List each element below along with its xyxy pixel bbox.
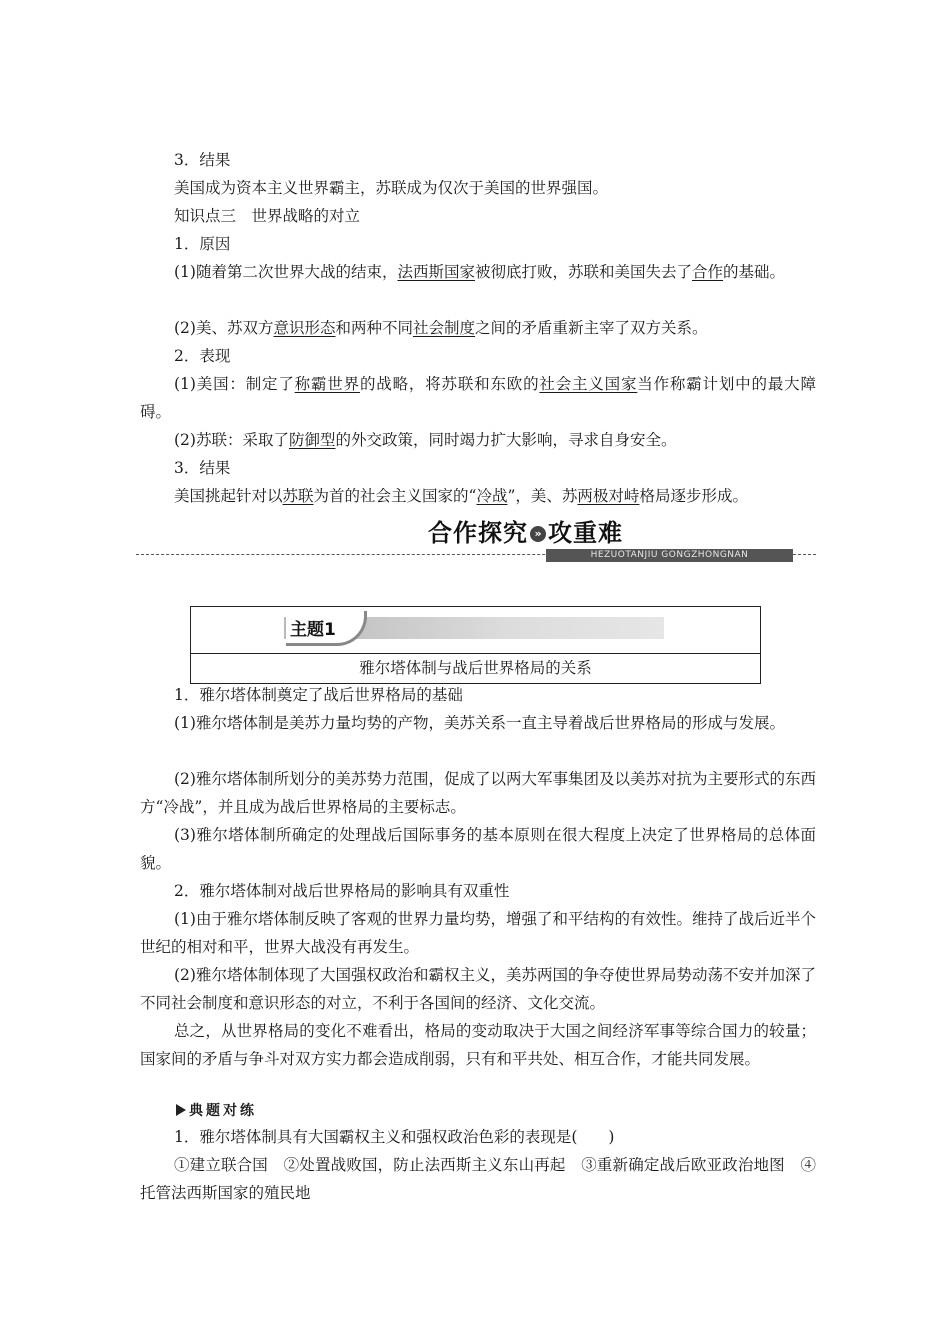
- topic-box: [190, 606, 761, 684]
- fill-answer: 社会制度: [413, 319, 476, 337]
- fill-answer: 苏联: [282, 487, 314, 505]
- result-heading-2: 3．结果: [174, 459, 231, 477]
- fill-answer: 法西斯国家: [397, 263, 475, 281]
- fill-answer: 意识形态: [273, 319, 336, 337]
- topic-caption: 雅尔塔体制与战后世界格局的关系: [359, 659, 592, 677]
- topic-tab: [286, 611, 367, 646]
- manifestation-heading: 2．表现: [174, 347, 231, 365]
- result-text: 美国成为资本主义世界霸主，苏联成为仅次于美国的世界强国。: [174, 179, 609, 197]
- practice-label: 典题对练: [176, 1101, 257, 1121]
- fill-answer: 社会主义国家: [539, 375, 638, 393]
- cause-paragraph-1: (1)随着第二次世界大战的结束，法西斯国家被彻底打败，苏联和美国失去了合作的基础。: [174, 263, 786, 281]
- result-heading: 3．结果: [174, 151, 231, 169]
- banner-title: 合作探究 » 攻重难: [422, 518, 629, 548]
- question-1-options: ①建立联合国 ②处置战败国，防止法西斯主义东山再起 ③重新确定战后欧亚政治地图 ④托管法西斯国家的殖民地: [140, 1156, 816, 1202]
- section-banner: [136, 518, 816, 566]
- body-paragraph-3: (3)雅尔塔体制所确定的处理战后国际事务的基本原则在很大程度上决定了世界格局的总体面貌。: [140, 826, 816, 872]
- fill-answer: 称霸世界: [294, 375, 360, 393]
- body-paragraph-6: 总之，从世界格局的变化不难看出，格局的变动取决于大国之间经济军事等综合国力的较量；国家间的矛盾与争斗对双方实力都会造成削弱，只有和平共处、相互合作，才能共同发展。: [140, 1022, 816, 1068]
- fill-answer: 防御型: [288, 431, 336, 449]
- body-paragraph-5: (2)雅尔塔体制体现了大国强权政治和霸权主义，美苏两国的争夺使世界局势动荡不安并加深了不同社会制度和意识形态的对立，不利于各国间的经济、文化交流。: [140, 966, 816, 1012]
- question-1: 1．雅尔塔体制具有大国霸权主义和强权政治色彩的表现是( ): [174, 1128, 615, 1146]
- triangle-icon: [176, 1104, 186, 1116]
- body-heading-1: 1．雅尔塔体制奠定了战后世界格局的基础: [174, 686, 463, 704]
- banner-subtitle: HEZUOTANJIU GONGZHONGNAN: [546, 549, 793, 562]
- cause-paragraph-2: (2)美、苏双方意识形态和两种不同社会制度之间的矛盾重新主宰了双方关系。: [174, 319, 708, 337]
- section-heading: 知识点三 世界战略的对立: [174, 207, 361, 225]
- manifestation-paragraph-2: (2)苏联：采取了防御型的外交政策，同时竭力扩大影响，寻求自身安全。: [174, 431, 677, 449]
- result-paragraph: 美国挑起针对以苏联为首的社会主义国家的“冷战”，美、苏两极对峙格局逐步形成。: [174, 487, 748, 505]
- body-paragraph-1: (1)雅尔塔体制是美苏力量均势的产物，美苏关系一直主导着战后世界格局的形成与发展。: [174, 714, 785, 732]
- body-heading-2: 2．雅尔塔体制对战后世界格局的影响具有双重性: [174, 882, 510, 900]
- cause-heading: 1．原因: [174, 235, 231, 253]
- body-paragraph-2: (2)雅尔塔体制所划分的美苏势力范围，促成了以两大军事集团及以美苏对抗为主要形式的东西方“冷战”，并且成为战后世界格局的主要标志。: [140, 770, 816, 816]
- topic-label: 主题1: [290, 620, 336, 640]
- body-paragraph-4: (1)由于雅尔塔体制反映了客观的世界力量均势，增强了和平结构的有效性。维持了战后近半个世纪的相对和平，世界大战没有再发生。: [140, 910, 816, 956]
- fill-answer: 冷战: [476, 487, 508, 505]
- arrow-icon: »: [530, 526, 546, 542]
- fill-answer: 两极对峙: [577, 487, 640, 505]
- manifestation-paragraph-1: (1)美国：制定了称霸世界的战略，将苏联和东欧的社会主义国家当作称霸计划中的最大障碍。: [140, 375, 816, 421]
- fill-answer: 合作: [692, 263, 724, 281]
